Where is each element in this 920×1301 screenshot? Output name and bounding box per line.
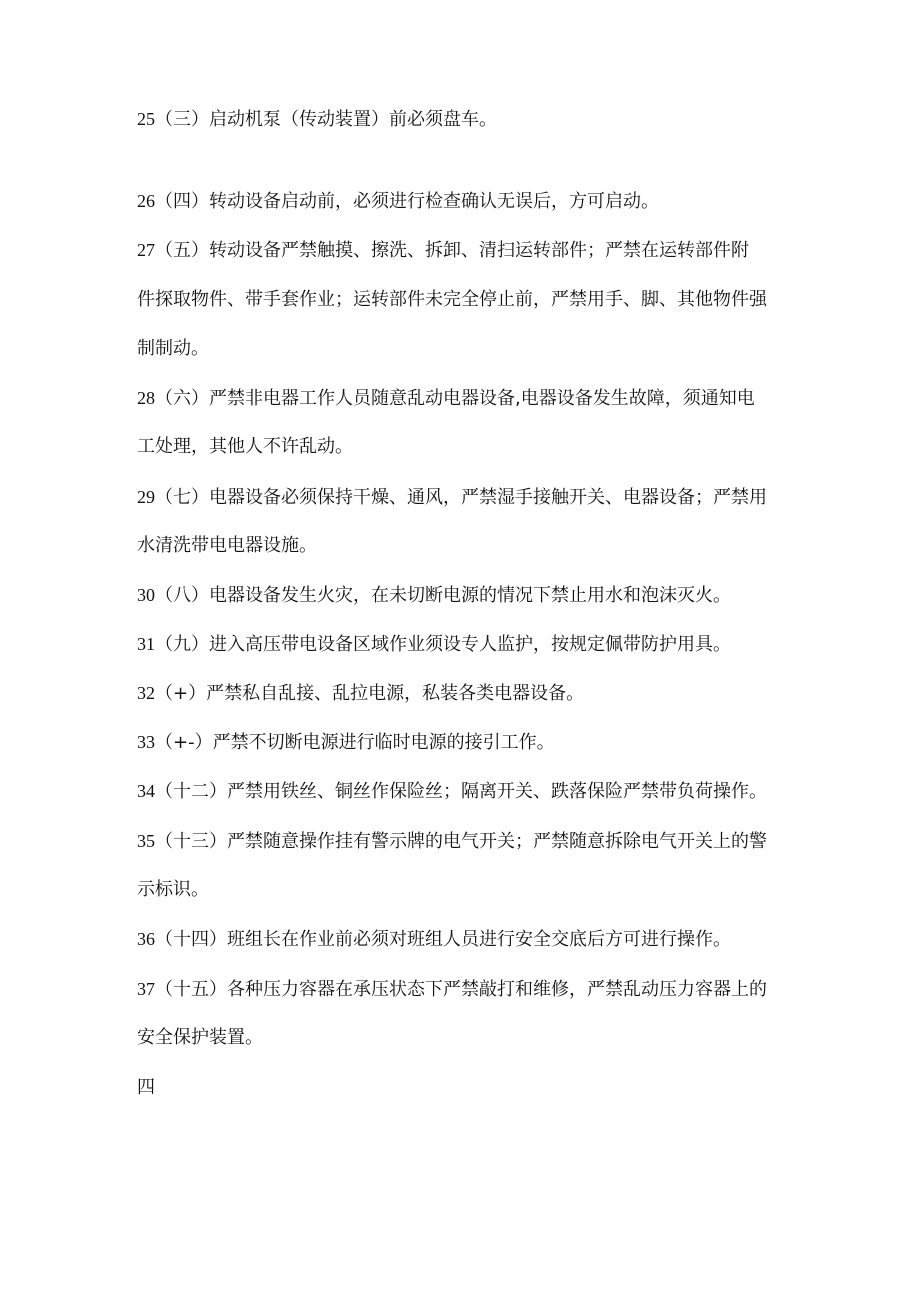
item-number: 27 bbox=[137, 240, 155, 260]
item-number: 32 bbox=[137, 683, 155, 703]
item-37-line-1 bbox=[137, 977, 787, 1002]
item-number: 33 bbox=[137, 732, 155, 752]
item-28-line-2 bbox=[137, 435, 787, 459]
item-33-line-1 bbox=[137, 730, 787, 755]
item-number: 29 bbox=[137, 487, 155, 507]
item-number: 28 bbox=[137, 388, 155, 408]
item-text: （+-）严禁不切断电源进行临时电源的接引工作。 bbox=[155, 732, 555, 753]
item-number: 25 bbox=[137, 109, 155, 129]
item-text: 安全保护装置。 bbox=[137, 1027, 263, 1048]
item-34-line-1 bbox=[137, 779, 787, 804]
item-text: （+）严禁私自乱接、乱拉电源，私装各类电器设备。 bbox=[155, 683, 585, 704]
section-heading-text: 四 bbox=[137, 1077, 155, 1098]
item-27-line-2 bbox=[137, 288, 787, 312]
item-35-line-1 bbox=[137, 829, 787, 854]
item-text: （三）启动机泵（传动装置）前必须盘车。 bbox=[155, 109, 497, 130]
item-29-line-1 bbox=[137, 485, 787, 510]
item-number: 37 bbox=[137, 979, 155, 999]
item-text: （九）进入高压带电设备区域作业须设专人监护，按规定佩带防护用具。 bbox=[155, 634, 731, 655]
item-text: （五）转动设备严禁触摸、擦洗、拆卸、清扫运转部件；严禁在运转部件附 bbox=[155, 240, 749, 261]
item-36-line-1 bbox=[137, 927, 787, 952]
item-28-line-1 bbox=[137, 386, 787, 411]
item-text: （八）电器设备发生火灾，在未切断电源的情况下禁止用水和泡沫灭火。 bbox=[155, 585, 731, 606]
item-number: 26 bbox=[137, 191, 155, 211]
section-heading bbox=[137, 1076, 787, 1100]
item-number: 35 bbox=[137, 831, 155, 851]
item-number: 31 bbox=[137, 634, 155, 654]
item-25-line-1 bbox=[137, 107, 787, 132]
item-text: （七）电器设备必须保持干燥、通风，严禁湿手接触开关、电器设备；严禁用 bbox=[155, 487, 767, 508]
item-text: 件探取物件、带手套作业；运转部件未完全停止前，严禁用手、脚、其他物件强 bbox=[137, 289, 767, 310]
item-32-line-1 bbox=[137, 681, 787, 706]
item-35-line-2 bbox=[137, 878, 787, 902]
item-30-line-1 bbox=[137, 583, 787, 608]
item-29-line-2 bbox=[137, 534, 787, 558]
item-text: （四）转动设备启动前，必须进行检查确认无误后，方可启动。 bbox=[155, 191, 659, 212]
item-number: 36 bbox=[137, 929, 155, 949]
item-text: 制制动。 bbox=[137, 338, 209, 359]
item-number: 34 bbox=[137, 781, 155, 801]
item-text: 工处理，其他人不许乱动。 bbox=[137, 436, 353, 457]
item-37-line-2 bbox=[137, 1026, 787, 1050]
item-text: （十二）严禁用铁丝、铜丝作保险丝；隔离开关、跌落保险严禁带负荷操作。 bbox=[155, 781, 767, 802]
item-text: 水清洗带电电器设施。 bbox=[137, 535, 317, 556]
item-text: （十五）各种压力容器在承压状态下严禁敲打和维修，严禁乱动压力容器上的 bbox=[155, 979, 767, 1000]
item-number: 30 bbox=[137, 585, 155, 605]
item-31-line-1 bbox=[137, 632, 787, 657]
item-text: 示标识。 bbox=[137, 879, 209, 900]
item-26-line-1 bbox=[137, 189, 787, 214]
item-27-line-3 bbox=[137, 337, 787, 361]
item-text: （六）严禁非电器工作人员随意乱动电器设备,电器设备发生故障，须通知电 bbox=[155, 388, 755, 409]
item-text: （十三）严禁随意操作挂有警示牌的电气开关；严禁随意拆除电气开关上的警 bbox=[155, 831, 767, 852]
item-text: （十四）班组长在作业前必须对班组人员进行安全交底后方可进行操作。 bbox=[155, 929, 731, 950]
item-27-line-1 bbox=[137, 238, 787, 263]
